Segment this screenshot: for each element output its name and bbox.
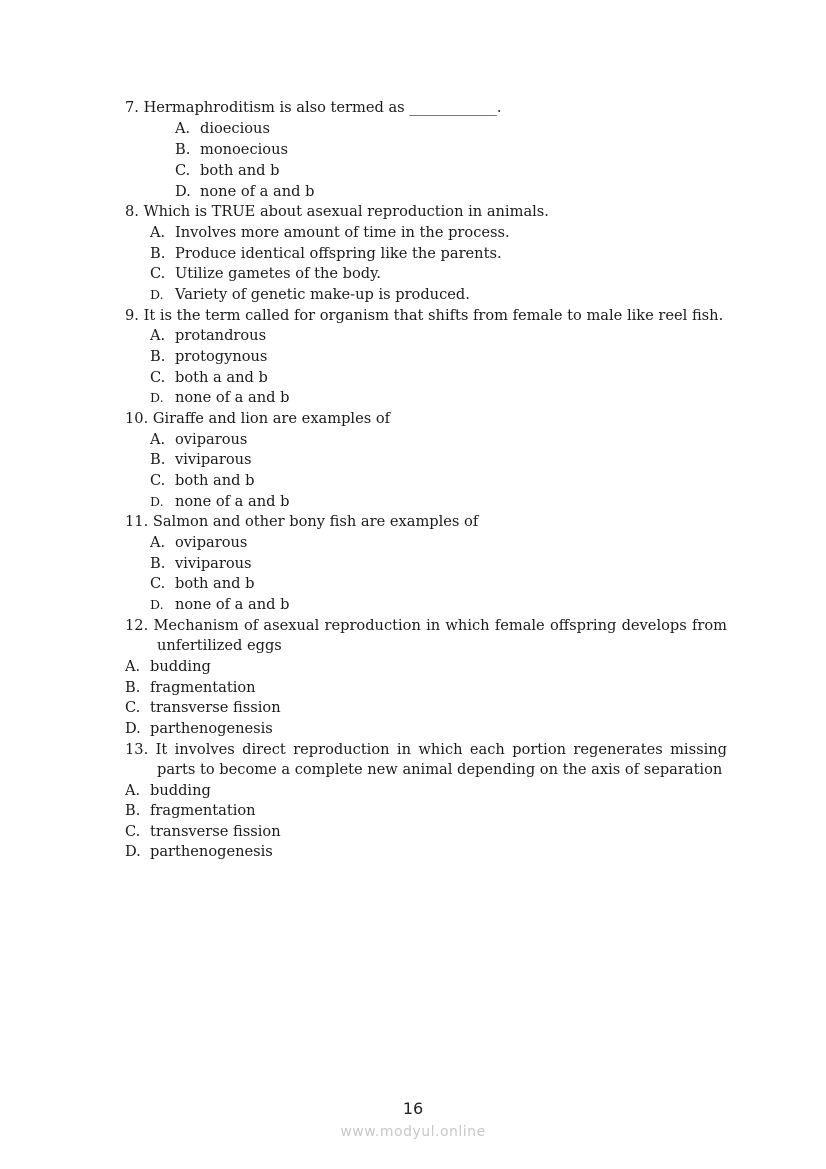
choice-text: transverse fission (150, 699, 281, 716)
question-8-choice-d (150, 285, 470, 305)
choice-label: D. (125, 720, 141, 737)
page-number: 16 (402, 1099, 424, 1118)
question-12-choice-b (125, 678, 256, 698)
question-13-choice-b (125, 801, 256, 821)
choice-text: none of a and b (175, 493, 290, 510)
choice-label: B. (150, 555, 166, 572)
choice-text: both and b (175, 575, 255, 592)
choice-text: budding (150, 658, 211, 675)
choice-label: B. (150, 451, 166, 468)
choice-label: A. (150, 224, 166, 241)
choice-label: D. (150, 287, 164, 302)
question-13-stem-continuation: parts to become a complete new animal depending on the axis of separation (157, 761, 723, 778)
choice-text: none of a and b (200, 183, 315, 200)
choice-text: Utilize gametes of the body. (175, 265, 382, 282)
question-7-choice-b (175, 140, 288, 160)
question-9-choice-c (150, 368, 268, 388)
choice-text: oviparous (175, 431, 248, 448)
choice-label: A. (150, 327, 166, 344)
choice-text: both and b (175, 472, 255, 489)
question-10-choice-c (150, 471, 254, 491)
choice-label: C. (150, 472, 166, 489)
choice-label: D. (125, 843, 141, 860)
choice-text: viviparous (175, 555, 252, 572)
choice-label: A. (175, 120, 191, 137)
choice-label: C. (125, 823, 141, 840)
question-11-stem: 11. Salmon and other bony fish are examples of (125, 513, 479, 530)
question-9-choice-a (150, 326, 266, 346)
question-10-stem: 10. Giraffe and lion are examples of (125, 410, 391, 427)
question-11-choice-c (150, 574, 254, 594)
choice-label: B. (175, 141, 191, 158)
choice-label: B. (150, 348, 166, 365)
choice-label: A. (125, 782, 141, 799)
choice-text: both a and b (175, 369, 268, 386)
question-10-choice-b (150, 450, 252, 470)
choice-label: D. (150, 494, 164, 509)
choice-label: A. (150, 534, 166, 551)
question-12-choice-d (125, 719, 273, 739)
choice-text: transverse fission (150, 823, 281, 840)
choice-text: viviparous (175, 451, 252, 468)
question-7-choice-d (175, 182, 314, 202)
question-13-choice-d (125, 842, 273, 862)
question-12-stem: 12. Mechanism of asexual reproduction in which female offspring develops from (125, 617, 727, 634)
question-13-choice-a (125, 781, 211, 801)
choice-text: fragmentation (150, 679, 256, 696)
choice-text: Involves more amount of time in the process. (175, 224, 510, 241)
choice-text: none of a and b (175, 596, 290, 613)
choice-text: protandrous (175, 327, 267, 344)
question-8-stem: 8. Which is TRUE about asexual reproduction in animals. (125, 203, 549, 220)
question-11-choice-a (150, 533, 247, 553)
watermark: www.modyul.online (340, 1124, 486, 1140)
question-8-choice-b (150, 244, 502, 264)
choice-text: monoecious (200, 141, 288, 158)
choice-text: parthenogenesis (150, 720, 273, 737)
question-11-choice-d (150, 595, 289, 615)
choice-text: parthenogenesis (150, 843, 273, 860)
question-8-choice-a (150, 223, 510, 243)
choice-label: C. (150, 575, 166, 592)
choice-label: B. (125, 802, 141, 819)
choice-text: both and b (200, 162, 280, 179)
question-8-choice-c (150, 264, 381, 284)
choice-text: dioecious (200, 120, 270, 137)
choice-text: oviparous (175, 534, 248, 551)
question-10-choice-a (150, 430, 247, 450)
choice-label: D. (175, 183, 191, 200)
question-11-choice-b (150, 554, 252, 574)
question-12-choice-a (125, 657, 211, 677)
choice-label: B. (150, 245, 166, 262)
question-12-choice-c (125, 698, 281, 718)
choice-text: Produce identical offspring like the parents. (175, 245, 502, 262)
question-7-choice-c (175, 161, 279, 181)
question-13-choice-c (125, 822, 281, 842)
question-12-stem-continuation: unfertilized eggs (157, 637, 282, 654)
question-7-stem: 7. Hermaphroditism is also termed as ____________. (125, 99, 502, 116)
choice-text: fragmentation (150, 802, 256, 819)
choice-label: C. (150, 265, 166, 282)
choice-text: Variety of genetic make-up is produced. (175, 286, 470, 303)
choice-label: C. (175, 162, 191, 179)
question-13-stem: 13. It involves direct reproduction in which each portion regenerates missing (125, 741, 727, 758)
choice-label: D. (150, 597, 164, 612)
question-9-choice-d (150, 388, 289, 408)
choice-label: A. (125, 658, 141, 675)
question-9-stem: 9. It is the term called for organism that shifts from female to male like reel fish. (125, 307, 724, 324)
question-10-choice-d (150, 492, 289, 512)
choice-label: D. (150, 390, 164, 405)
question-9-choice-b (150, 347, 267, 367)
choice-label: C. (125, 699, 141, 716)
choice-label: A. (150, 431, 166, 448)
choice-text: protogynous (175, 348, 268, 365)
choice-label: C. (150, 369, 166, 386)
choice-text: budding (150, 782, 211, 799)
choice-label: B. (125, 679, 141, 696)
question-7-choice-a (175, 119, 270, 139)
choice-text: none of a and b (175, 389, 290, 406)
